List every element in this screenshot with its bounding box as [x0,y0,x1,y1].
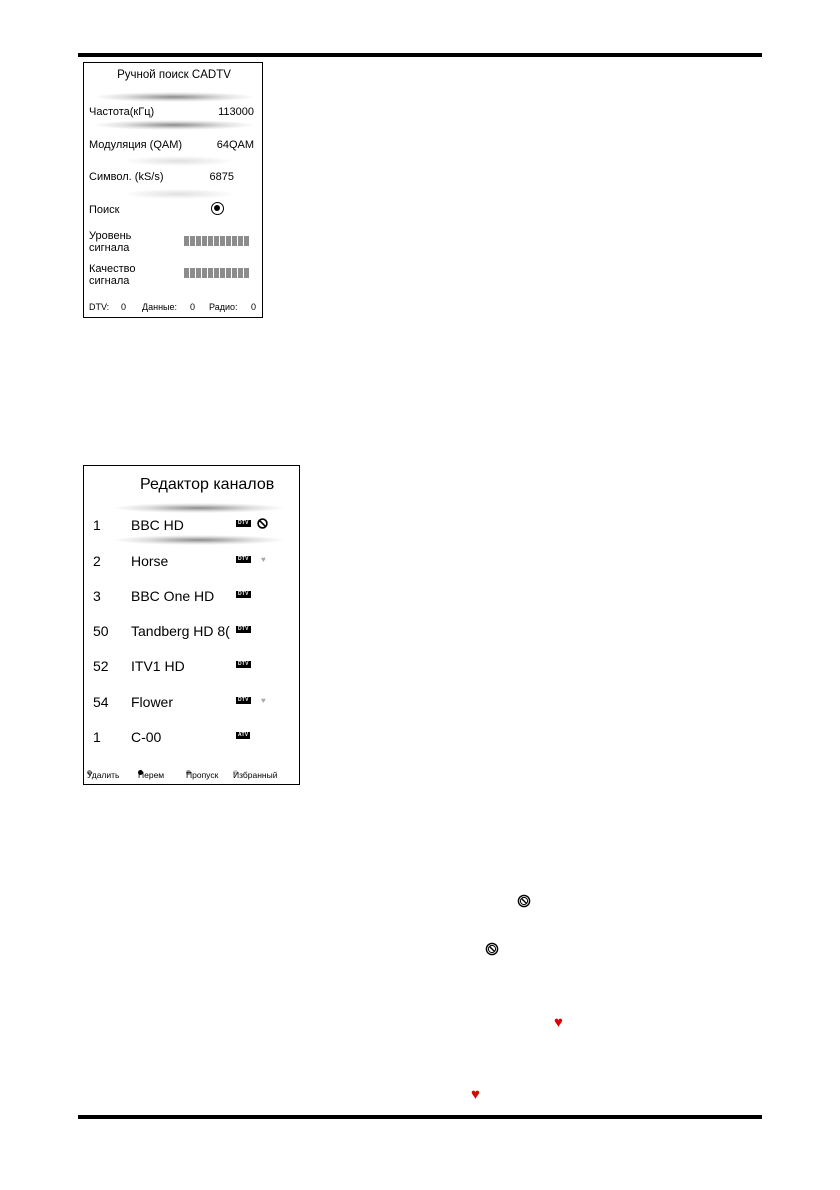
symbol-rate-label: Символ. (kS/s) [89,171,164,183]
frequency-value: 113000 [218,106,254,118]
signal-quality-bar [184,268,249,278]
dtv-count-value: 0 [121,302,127,312]
channel-row[interactable] [84,553,299,573]
channel-name: BBC HD [131,517,184,533]
highlight-shadow [114,503,284,513]
channel-name: Horse [131,553,169,569]
channel-name: ITV1 HD [131,658,185,674]
channel-number: 2 [93,553,101,569]
divider-shadow [124,189,234,199]
modulation-value: 64QAM [216,139,254,151]
channel-row[interactable] [84,517,299,537]
dtv-badge: DTV [238,626,249,632]
channel-number: 3 [93,588,101,604]
heart-icon: ♥ [261,696,266,705]
dtv-badge: DTV [238,661,249,667]
data-count-value: 0 [190,302,196,312]
manual-search-panel [83,62,263,318]
channel-name: Flower [131,694,174,710]
modulation-label: Модуляция (QAM) [89,139,183,151]
dtv-badge: DTV [238,556,249,562]
dtv-badge: DTV [238,520,249,526]
highlight-shadow [94,92,254,102]
channel-number: 52 [93,658,109,674]
signal-level-bar [184,236,249,246]
highlight-shadow [114,535,284,545]
symbol-rate-value: 6875 [209,171,234,183]
dtv-badge: DTV [238,697,249,703]
channel-row[interactable] [84,729,299,749]
signal-quality-label: Качество сигнала [89,263,136,287]
data-count-label: Данные: [142,302,178,312]
radio-count-label: Радио: [209,302,238,312]
channel-number: 1 [93,729,101,745]
search-label: Поиск [89,204,120,216]
heart-icon: ♥ [471,1086,480,1103]
channel-editor-panel: Редактор каналов 1 BBC HD DTV 2 Horse DTV ♥ 3 BBC One HD DTV 50 Tandberg HD 8( DTV 52 ITV1 HD DTV 54 Flower DTV ♥ 1 C-00 ATV Удалить Перем Пропуск Избранный [83,465,300,785]
top-rule [78,53,762,57]
dtv-badge: DTV [238,591,249,597]
search-radio-icon[interactable] [211,202,224,215]
channel-number: 1 [93,517,101,533]
dtv-count-label: DTV: [89,302,110,312]
radio-count-value: 0 [251,302,257,312]
divider-shadow [124,156,234,166]
manual-search-title: Ручной поиск CADTV [117,69,231,81]
heart-icon: ♥ [554,1014,563,1031]
channel-row[interactable] [84,588,299,608]
bottom-rule [78,1115,762,1119]
channel-row[interactable] [84,658,299,678]
channel-name: BBC One HD [131,588,215,604]
channel-name: C-00 [131,729,162,745]
channel-number: 50 [93,623,109,639]
skip-icon [485,942,499,956]
skip-icon [517,894,531,908]
heart-icon: ♥ [261,555,266,564]
signal-level-label: Уровень сигнала [89,230,132,254]
highlight-shadow [94,120,254,130]
channel-editor-title: Редактор каналов [140,476,275,493]
channel-number: 54 [93,694,109,710]
skip-icon [257,518,268,529]
channel-row[interactable] [84,623,299,643]
channel-name: Tandberg HD 8( [131,623,230,639]
frequency-label: Частота(кГц) [89,106,155,118]
atv-badge: ATV [238,732,249,738]
channel-row[interactable] [84,694,299,714]
